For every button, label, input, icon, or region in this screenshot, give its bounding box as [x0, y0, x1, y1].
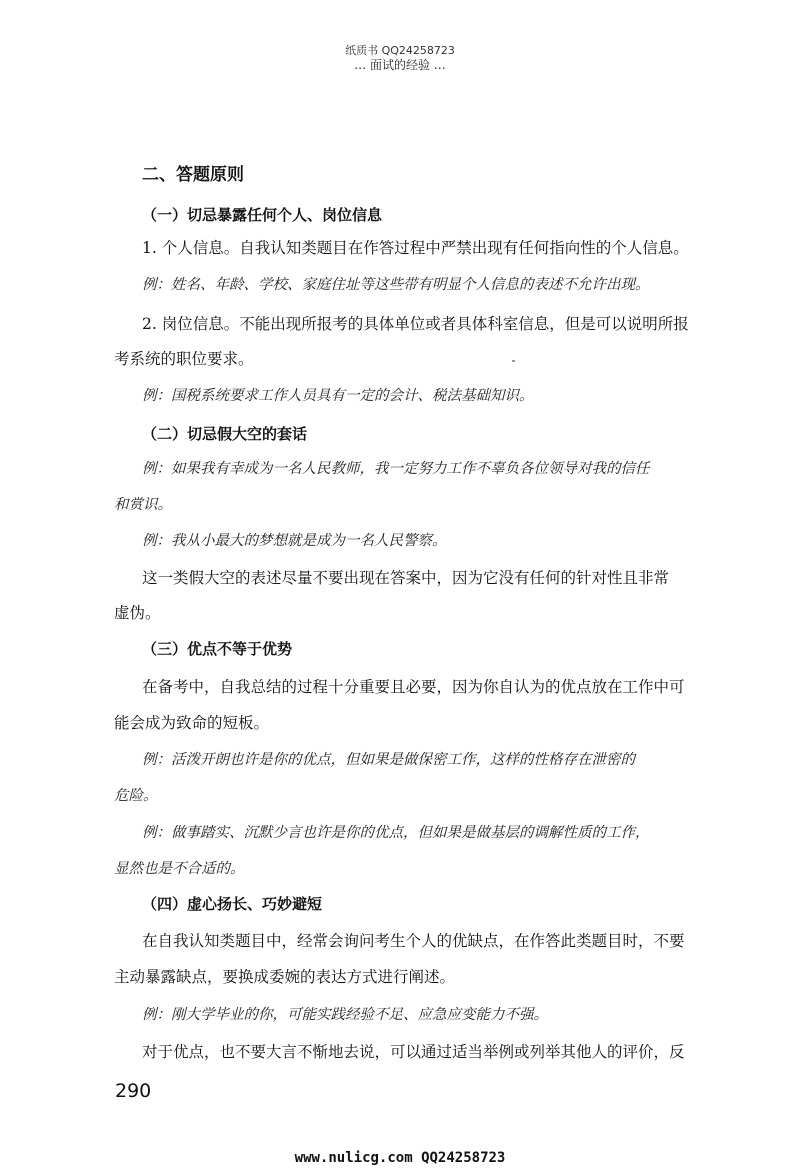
paragraph: 对于优点，也不要大言不惭地去说，可以通过适当举例或列举其他人的评价，反	[142, 1043, 685, 1061]
page-number: 290	[115, 1080, 152, 1102]
example: 例：做事踏实、沉默少言也许是你的优点，但如果是做基层的调解性质的工作，	[142, 825, 650, 841]
subheading-4: （四）虚心扬长、巧妙避短	[142, 895, 323, 913]
example: 例：如果我有幸成为一名人民教师，我一定努力工作不辜负各位领导对我的信任	[142, 461, 650, 477]
example: 和赏识。	[114, 497, 172, 513]
watermark: 纸质书 QQ24258723	[345, 44, 455, 57]
paragraph: 主动暴露缺点，要换成委婉的表达方式进行阐述。	[114, 968, 456, 986]
example: 例：刚大学毕业的你，可能实践经验不足、应急应变能力不强。	[142, 1007, 548, 1023]
example: 危险。	[114, 788, 158, 804]
subheading-2: （二）切忌假大空的套话	[142, 425, 308, 443]
paragraph: 在备考中，自我总结的过程十分重要且必要，因为你自认为的优点放在工作中可	[142, 678, 685, 696]
example: 显然也是不合适的。	[114, 861, 245, 877]
paragraph: 这一类假大空的表述尽量不要出现在答案中，因为它没有任何的针对性且非常	[142, 569, 670, 587]
example: 例：姓名、年龄、学校、家庭住址等这些带有明显个人信息的表述不允许出现。	[142, 277, 650, 293]
paragraph: 2. 岗位信息。不能出现所报考的具体单位或者具体科室信息，但是可以说明所报	[142, 315, 689, 333]
subheading-1: （一）切忌暴露任何个人、岗位信息	[142, 206, 383, 224]
paragraph: 能会成为致命的短板。	[114, 714, 270, 732]
example: 例：国税系统要求工作人员具有一定的会计、税法基础知识。	[142, 388, 534, 404]
running-head: … 面试的经验 …	[354, 58, 446, 72]
subheading-3: （三）优点不等于优势	[142, 640, 293, 658]
example: 例：活泼开朗也许是你的优点，但如果是做保密工作，这样的性格存在泄密的	[142, 752, 635, 768]
section-title: 二、答题原则	[142, 165, 244, 185]
example: 例：我从小最大的梦想就是成为一名人民警察。	[142, 533, 447, 549]
paragraph: 在自我认知类题目中，经常会询问考生个人的优缺点，在作答此类题目时，不要	[142, 932, 685, 950]
scan-speck	[512, 360, 515, 362]
paragraph: 虚伪。	[114, 604, 161, 622]
paragraph: 1. 个人信息。自我认知类题目在作答过程中严禁出现有任何指向性的个人信息。	[142, 239, 689, 257]
footer-url: www.nulicg.com QQ24258723	[294, 1150, 506, 1166]
paragraph: 考系统的职位要求。	[114, 350, 254, 368]
